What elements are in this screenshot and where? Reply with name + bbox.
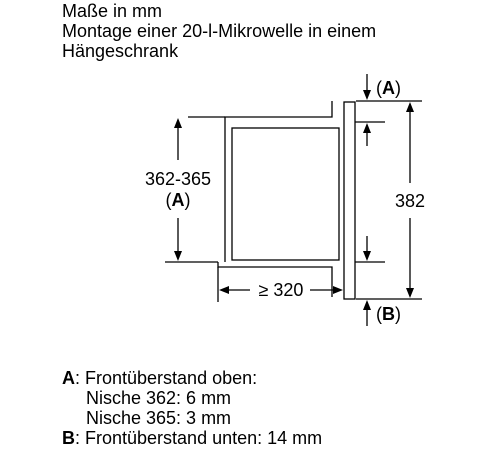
a-top-arrowhead-up — [363, 123, 371, 133]
legend-a-line-1 — [62, 368, 257, 388]
width-value: ≥ 320 — [258, 280, 304, 300]
label-b-bottom: (B) — [376, 304, 401, 324]
niche-height-value: 362-365 — [144, 169, 212, 189]
b-arrowhead-up — [363, 300, 371, 310]
legend-a-line-3: Nische 365: 3 mm — [86, 408, 232, 428]
microwave-body — [232, 128, 339, 260]
legend-a-text: : Frontüberstand oben: — [75, 368, 258, 388]
width-arrowhead-right — [333, 286, 343, 294]
niche-height-arrowhead-bottom — [174, 251, 182, 261]
niche-top-edge — [225, 101, 332, 122]
total-height-arrowhead-bottom — [406, 288, 414, 298]
label-a-top: (A) — [376, 78, 401, 98]
legend-a-letter: A — [62, 368, 75, 388]
header-line-3: Hängeschrank — [62, 41, 179, 61]
legend-a-line-2: Nische 362: 6 mm — [86, 388, 232, 408]
legend-b-text: : Frontüberstand unten: 14 mm — [75, 428, 323, 448]
header-line-2: Montage einer 20-l-Mikrowelle in einem — [62, 21, 377, 41]
front-panel — [344, 102, 355, 299]
lower-marker-arrowhead — [363, 251, 371, 261]
niche-height-a-ref: (A) — [165, 190, 191, 210]
width-arrowhead-left — [219, 286, 229, 294]
legend-b-letter: B — [62, 428, 75, 448]
legend-b-line — [62, 428, 322, 448]
total-height-arrowhead-top — [406, 102, 414, 112]
total-height-value: 382 — [394, 191, 426, 211]
header-line-1: Maße in mm — [62, 1, 163, 21]
niche-height-arrowhead-top — [174, 118, 182, 128]
a-top-arrowhead-down — [363, 90, 371, 100]
